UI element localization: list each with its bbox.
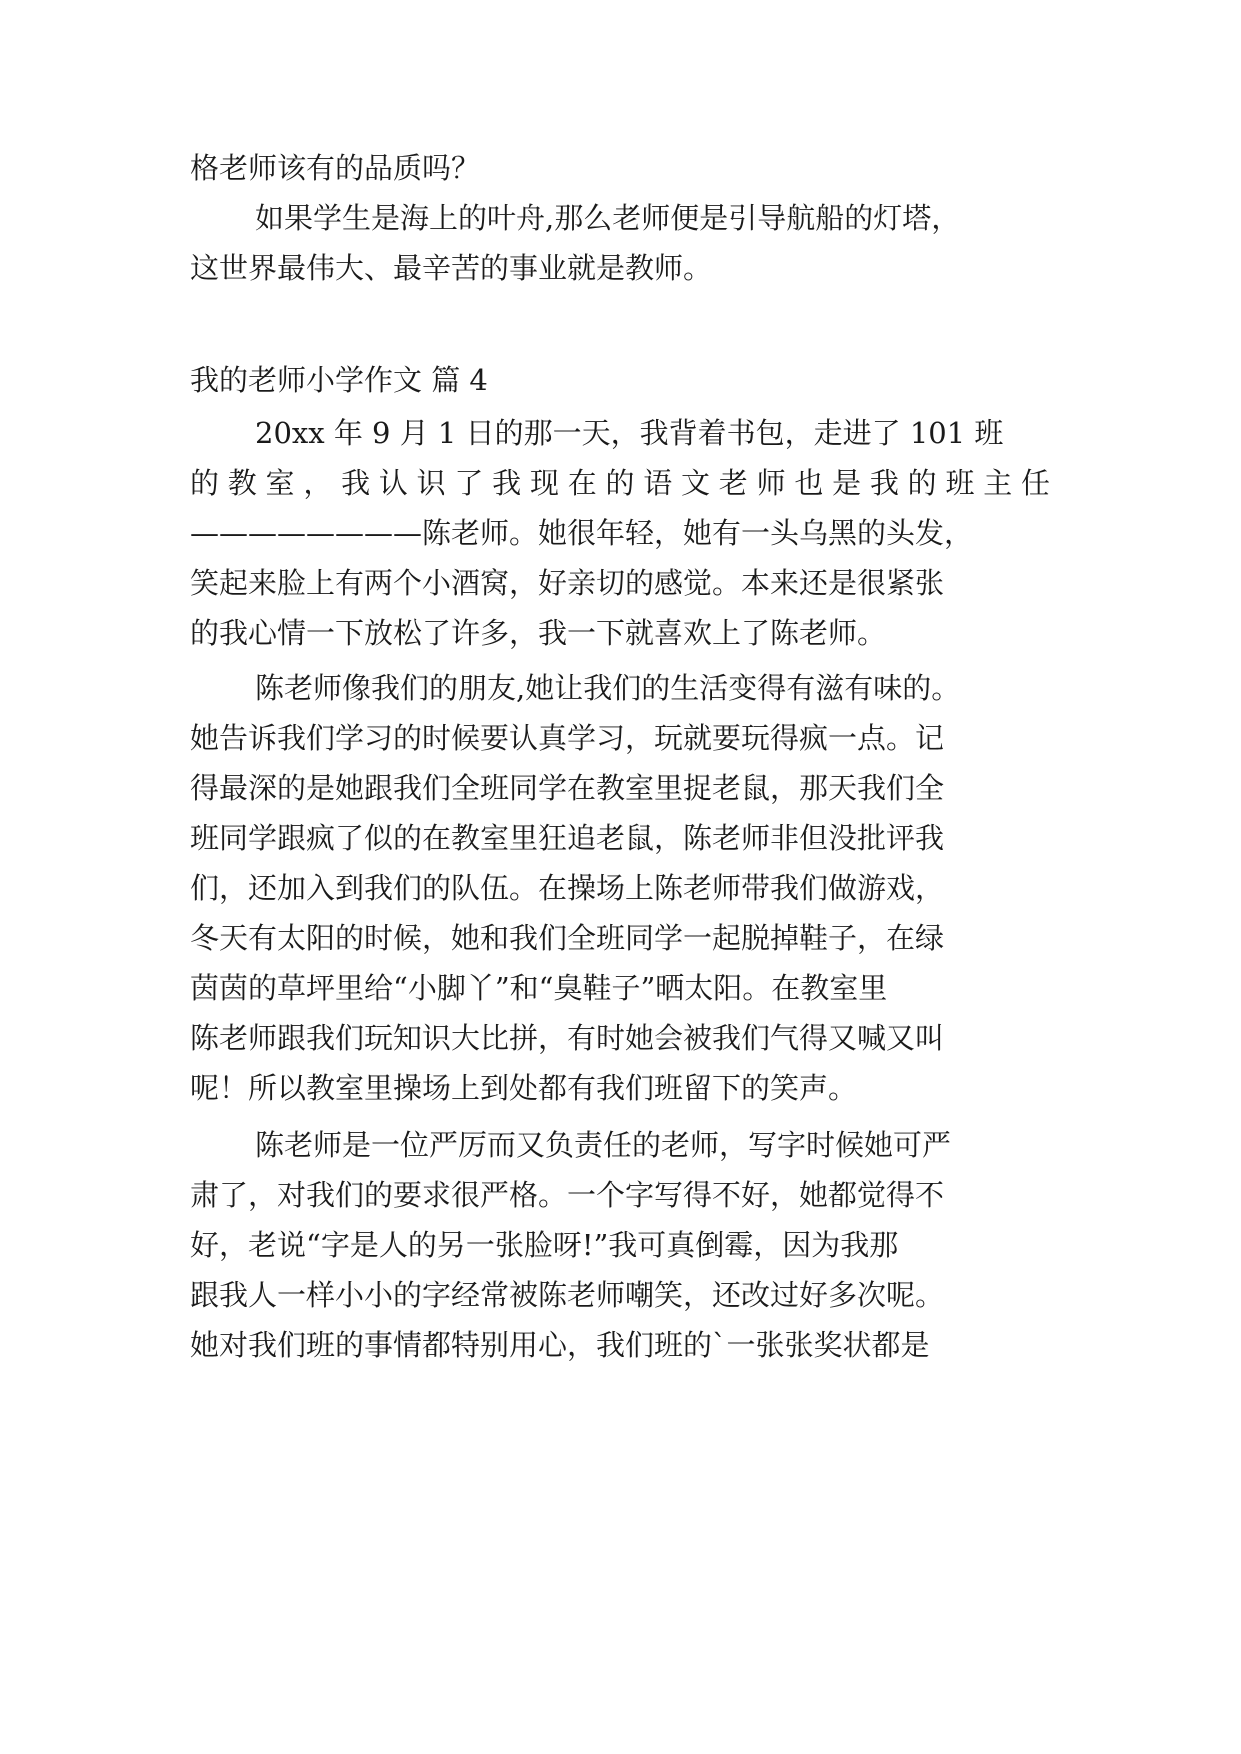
intro-line-2: 如果学生是海上的叶舟,那么老师便是引导航船的灯塔， <box>255 201 961 235</box>
paragraph2-line-7: 茵茵的草坪里给“小脚丫”和“臭鞋子”晒太阳。在教室里 <box>190 971 888 1005</box>
paragraph2-line-4: 班同学跟疯了似的在教室里狂追老鼠，陈老师非但没批评我 <box>190 821 945 855</box>
paragraph3-line-4: 跟我人一样小小的字经常被陈老师嘲笑，还改过好多次呢。 <box>190 1278 945 1312</box>
intro-line-1: 格老师该有的品质吗？ <box>190 151 481 185</box>
paragraph3-line-5: 她对我们班的事情都特别用心，我们班的`一张张奖状都是 <box>190 1328 930 1362</box>
paragraph2-line-6: 冬天有太阳的时候，她和我们全班同学一起脱掉鞋子，在绿 <box>190 921 945 955</box>
paragraph3-line-1: 陈老师是一位严厉而又负责任的老师，写字时候她可严 <box>255 1128 952 1162</box>
section-title: 我的老师小学作文 篇 4 <box>190 363 488 397</box>
paragraph2-line-3: 得最深的是她跟我们全班同学在教室里捉老鼠，那天我们全 <box>190 771 945 805</box>
paragraph2-line-8: 陈老师跟我们玩知识大比拼，有时她会被我们气得又喊又叫 <box>190 1021 945 1055</box>
paragraph1-line-3: ————————陈老师。她很年轻，她有一头乌黑的头发， <box>190 516 974 550</box>
paragraph3-line-3: 好，老说“字是人的另一张脸呀!”我可真倒霉，因为我那 <box>190 1228 899 1262</box>
paragraph3-line-2: 肃了，对我们的要求很严格。一个字写得不好，她都觉得不 <box>190 1178 945 1212</box>
intro-line-3: 这世界最伟大、最辛苦的事业就是教师。 <box>190 251 713 285</box>
paragraph1-line-4: 笑起来脸上有两个小酒窝，好亲切的感觉。本来还是很紧张 <box>190 566 945 600</box>
paragraph2-line-2: 她告诉我们学习的时候要认真学习，玩就要玩得疯一点。记 <box>190 721 945 755</box>
paragraph1-line-2: 的教室，我认识了我现在的语文老师也是我的班主任 <box>190 466 1050 500</box>
paragraph1-line-5: 的我心情一下放松了许多，我一下就喜欢上了陈老师。 <box>190 616 887 650</box>
paragraph2-line-1: 陈老师像我们的朋友,她让我们的生活变得有滋有味的。 <box>255 671 961 705</box>
paragraph2-line-5: 们，还加入到我们的队伍。在操场上陈老师带我们做游戏， <box>190 871 945 905</box>
paragraph2-line-9: 呢！所以教室里操场上到处都有我们班留下的笑声。 <box>190 1071 858 1105</box>
paragraph1-line-1: 20xx 年 9 月 1 日的那一天，我背着书包，走进了 101 班 <box>255 416 1004 450</box>
